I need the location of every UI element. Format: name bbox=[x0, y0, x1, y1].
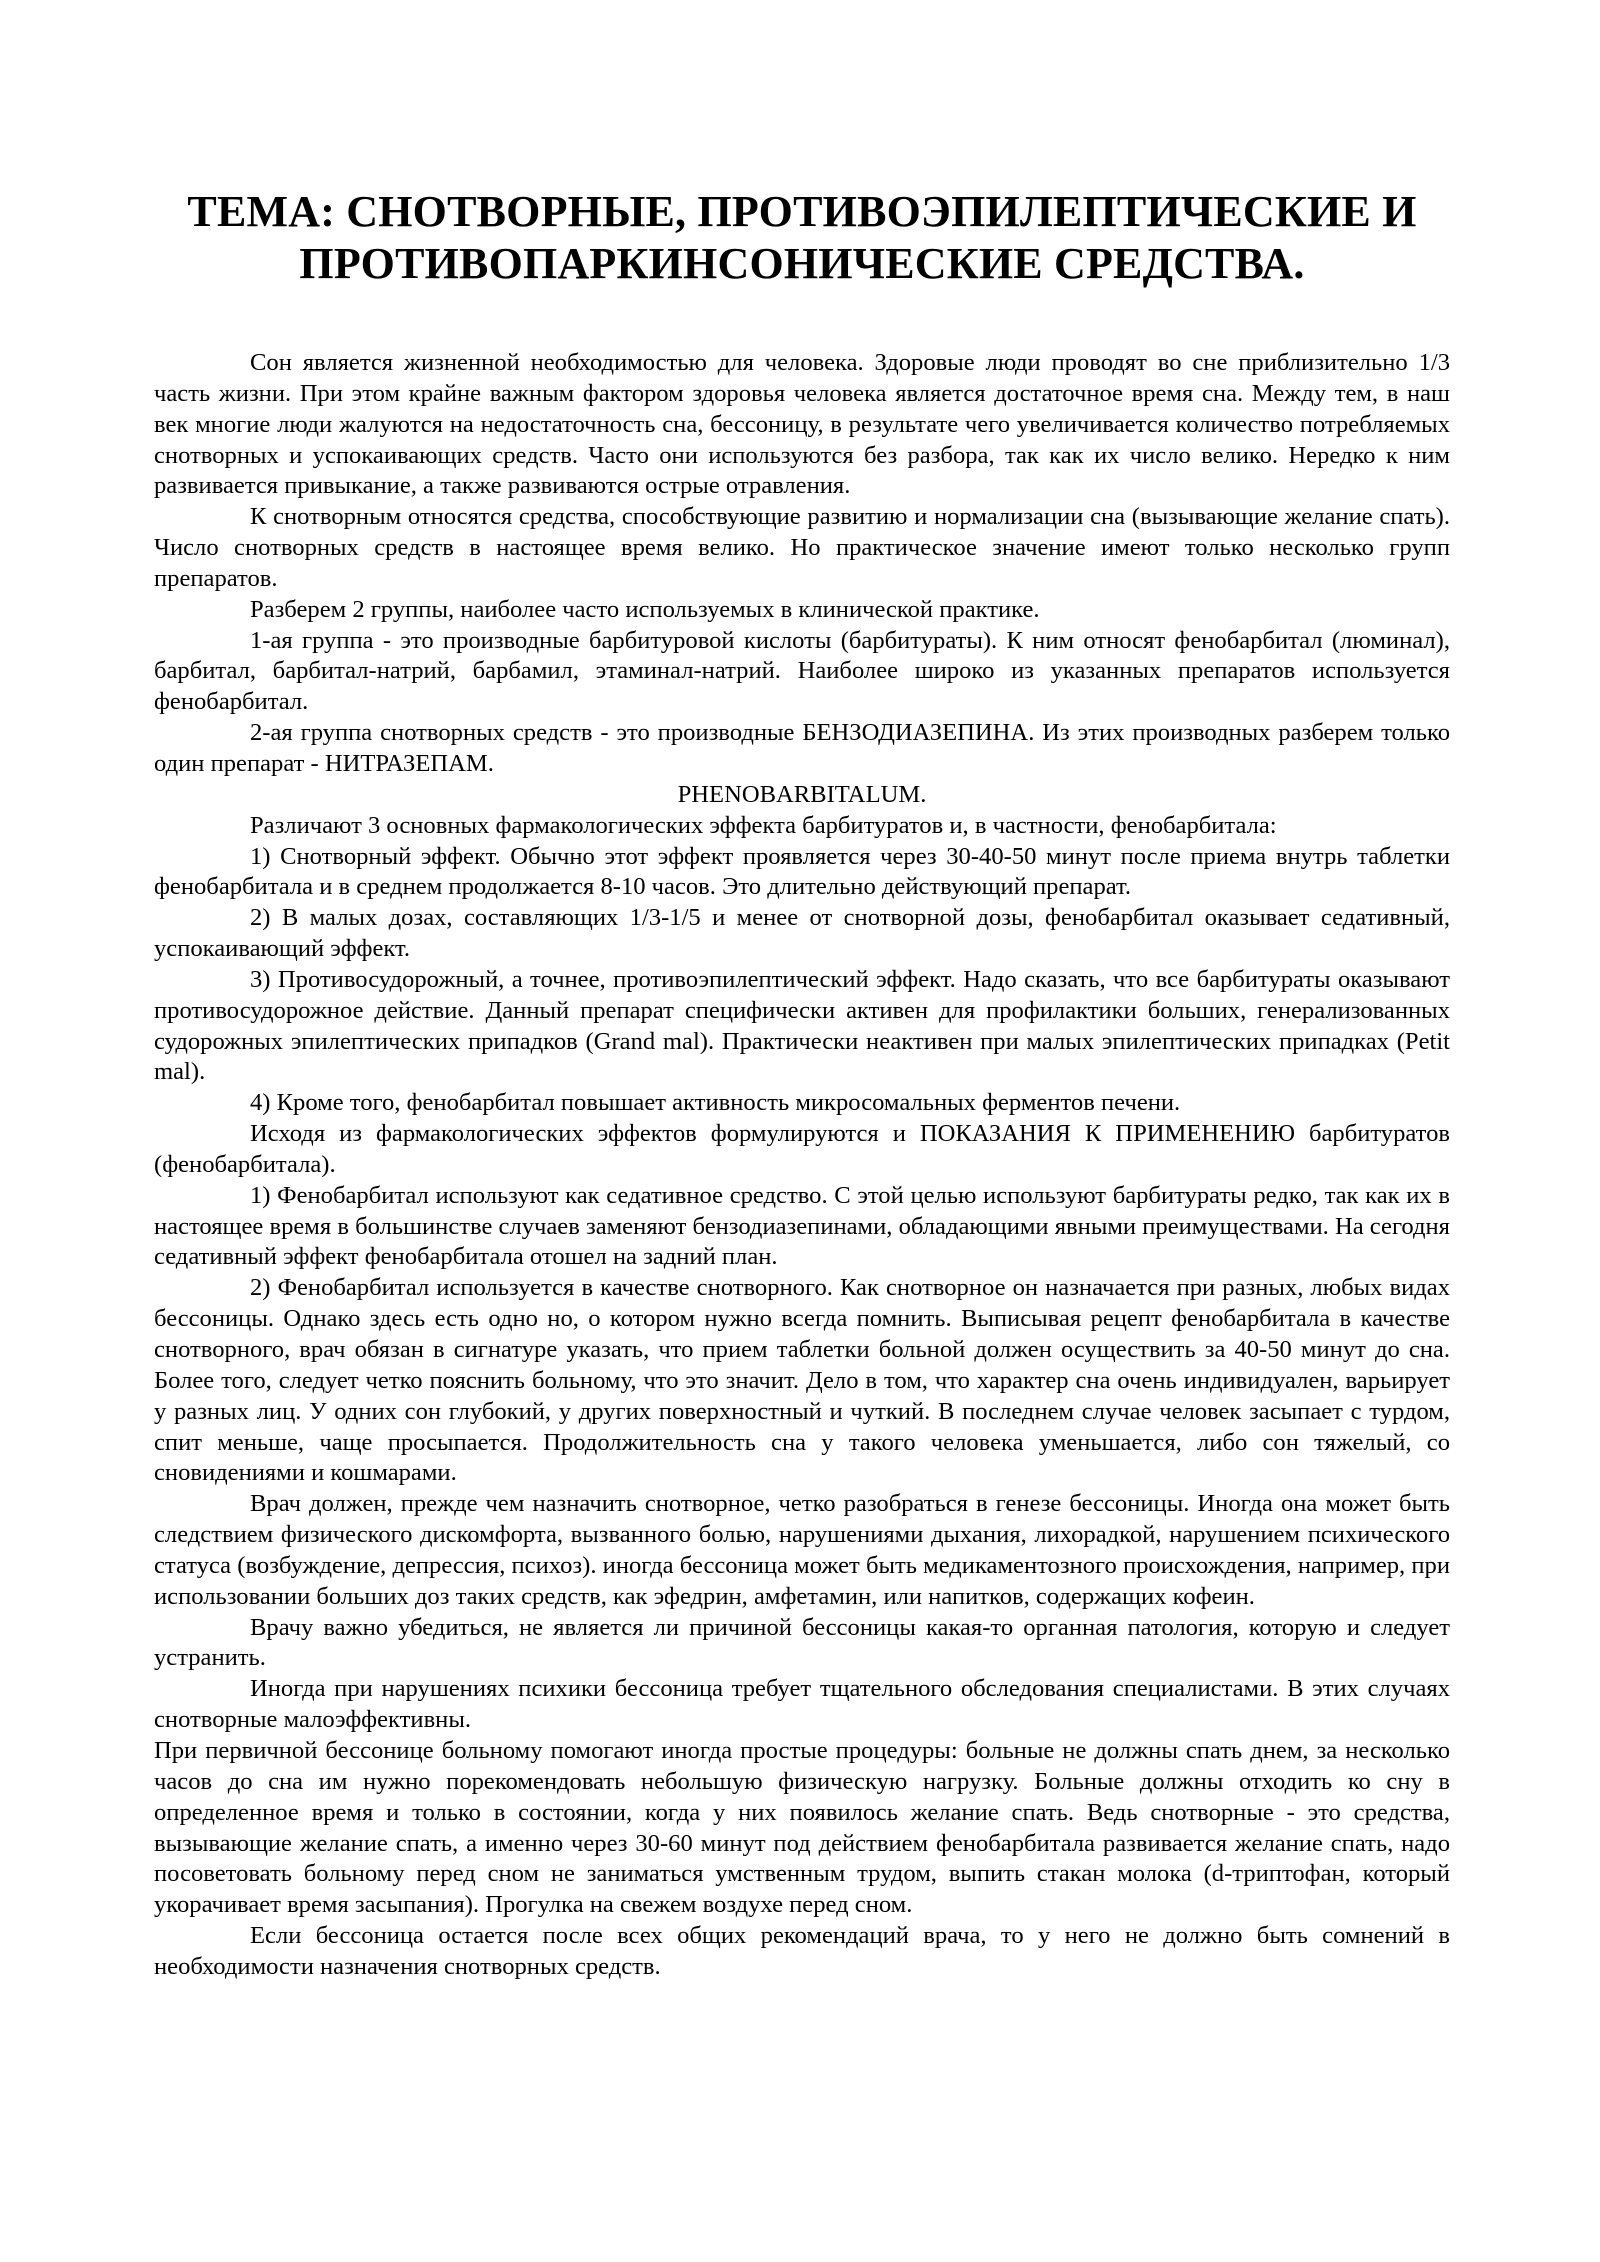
paragraph-11: 4) Кроме того, фенобарбитал повышает активность микросомальных ферментов печени. bbox=[250, 1089, 1181, 1117]
paragraph-16: Врачу важно убедиться, не является ли причиной бессоницы какая-то органная патология, которую и следует устранить. bbox=[154, 1613, 1450, 1672]
document-title bbox=[154, 186, 1450, 290]
paragraph-4: 1-ая группа - это производные барбитуровой кислоты (барбитураты). К ним относят фенобарбитал (люминал), барбитал, барбитал-натрий, барбамил, этаминал-натрий. Наиболее широко из указанных препаратов используется фенобарбитал. bbox=[154, 626, 1450, 716]
paragraph-12: Исходя из фармакологических эффектов формулируются и ПОКАЗАНИЯ К ПРИМЕНЕНИЮ барбитуратов (фенобарбитала). bbox=[154, 1120, 1450, 1178]
paragraph-19: Если бессоница остается после всех общих рекомендаций врача, то у него не должно быть сомнений в необходимости назначения снотворных средств. bbox=[154, 1922, 1450, 1980]
document-body bbox=[154, 348, 1450, 1983]
title-line-2: ПРОТИВОПАРКИНСОНИЧЕСКИЕ СРЕДСТВА. bbox=[299, 239, 1305, 288]
paragraph-2: К снотворным относятся средства, способствующие развитию и нормализации сна (вызывающие желание спать). Число снотворных средств в настоящее время велико. Но практическое значение имеют только несколько групп препаратов. bbox=[154, 503, 1450, 592]
paragraph-18: При первичной бессонице больному помогают иногда простые процедуры: больные не должны спать днем, за несколько часов до сна им нужно порекомендовать небольшую физическую нагрузку. Больные должны отходить ко сну в определенное время и только в состоянии, когда у них появилось желание спать. Ведь снотворные - это средства, вызывающие желание спать, а именно через 30-60 минут под действием фенобарбитала развивается желание спать, надо посоветовать больному перед сном не заниматься умственным трудом, выпить стакан молока (d-триптофан, который укорачивает время засыпания). Прогулка на свежем воздухе перед сном. bbox=[154, 1736, 1450, 1919]
paragraph-14: 2) Фенобарбитал используется в качестве снотворного. Как снотворное он назначается при разных, любых видах бессоницы. Однако здесь есть одно но, о котором нужно всегда помнить. Выписывая рецепт фенобарбитала в качестве снотворного, врач обязан в сигнатуре указать, что прием таблетки больной должен осуществить за 40-50 минут до сна. Более того, следует четко пояснить больному, что это значит. Дело в том, что характер сна очень индивидуален, варьирует у разных лиц. У одних сон глубокий, у других поверхностный и чуткий. В последнем случае человек засыпает с турдом, спит меньше, чаще просыпается. Продолжительность сна у такого человека уменьшается, либо сон тяжелый, со сновидениями и кошмарами. bbox=[154, 1274, 1450, 1487]
paragraph-1: Сон является жизненной необходимостью для человека. Здоровые люди проводят во сне приблизительно 1/3 часть жизни. При этом крайне важным фактором здоровья человека является достаточное время сна. Между тем, в наш век многие люди жалуются на недостаточность сна, бессоницу, в результате чего увеличивается количество потребляемых снотворных и успокаивающих средств. Часто они используются без разбора, так как их число велико. Нередко к ним развивается привыкание, а также развиваются острые отравления. bbox=[154, 349, 1450, 500]
section-heading-phenobarbitalum: PHENOBARBITALUM. bbox=[677, 780, 927, 808]
paragraph-15: Врач должен, прежде чем назначить снотворное, четко разобраться в генезе бессоницы. Иногда она может быть следствием физического дискомфорта, вызванного болью, нарушениями дыхания, лихорадкой, нарушением психического статуса (возбуждение, депрессия, психоз). иногда бессоница может быть медикаментозного происхождения, например, при использовании больших доз таких средств, как эфедрин, амфетамин, или напитков, содержащих кофеин. bbox=[154, 1490, 1450, 1610]
title-line-1: ТЕМА: СНОТВОРНЫЕ, ПРОТИВОЭПИЛЕПТИЧЕСКИЕ И bbox=[187, 187, 1417, 236]
paragraph-3: Разберем 2 группы, наиболее часто используемых в клинической практике. bbox=[250, 595, 1040, 623]
paragraph-17: Иногда при нарушениях психики бессоница требует тщательного обследования специалистами. В этих случаях снотворные малоэффективны. bbox=[154, 1675, 1450, 1734]
document-page bbox=[154, 186, 1450, 1983]
paragraph-10: 3) Противосудорожный, а точнее, противоэпилептический эффект. Надо сказать, что все барбитураты оказывают противосудорожное действие. Данный препарат специфически активен для профилактики больших, генерализованных судорожных эпилептических припадков (Grand mal). Практически неактивен при малых эпилептических припадках (Petit mal). bbox=[154, 965, 1450, 1086]
paragraph-7: Различают 3 основных фармакологических эффекта барбитуратов и, в частности, фенобарбитала: bbox=[250, 811, 1277, 839]
paragraph-5: 2-ая группа снотворных средств - это производные БЕНЗОДИАЗЕПИНА. Из этих производных разберем только один препарат - НИТРАЗЕПАМ. bbox=[154, 719, 1450, 777]
paragraph-8: 1) Снотворный эффект. Обычно этот эффект проявляется через 30-40-50 минут после приема внутрь таблетки фенобарбитала и в среднем продолжается 8-10 часов. Это длительно действующий препарат. bbox=[154, 842, 1450, 901]
paragraph-9: 2) В малых дозах, составляющих 1/3-1/5 и менее от снотворной дозы, фенобарбитал оказывает седативный, успокаивающий эффект. bbox=[154, 904, 1450, 963]
paragraph-13: 1) Фенобарбитал используют как седативное средство. С этой целью используют барбитураты редко, так как их в настоящее время в большинстве случаев заменяют бензодиазепинами, обладающими явными преимуществами. На сегодня седативный эффект фенобарбитала отошел на задний план. bbox=[154, 1181, 1450, 1271]
